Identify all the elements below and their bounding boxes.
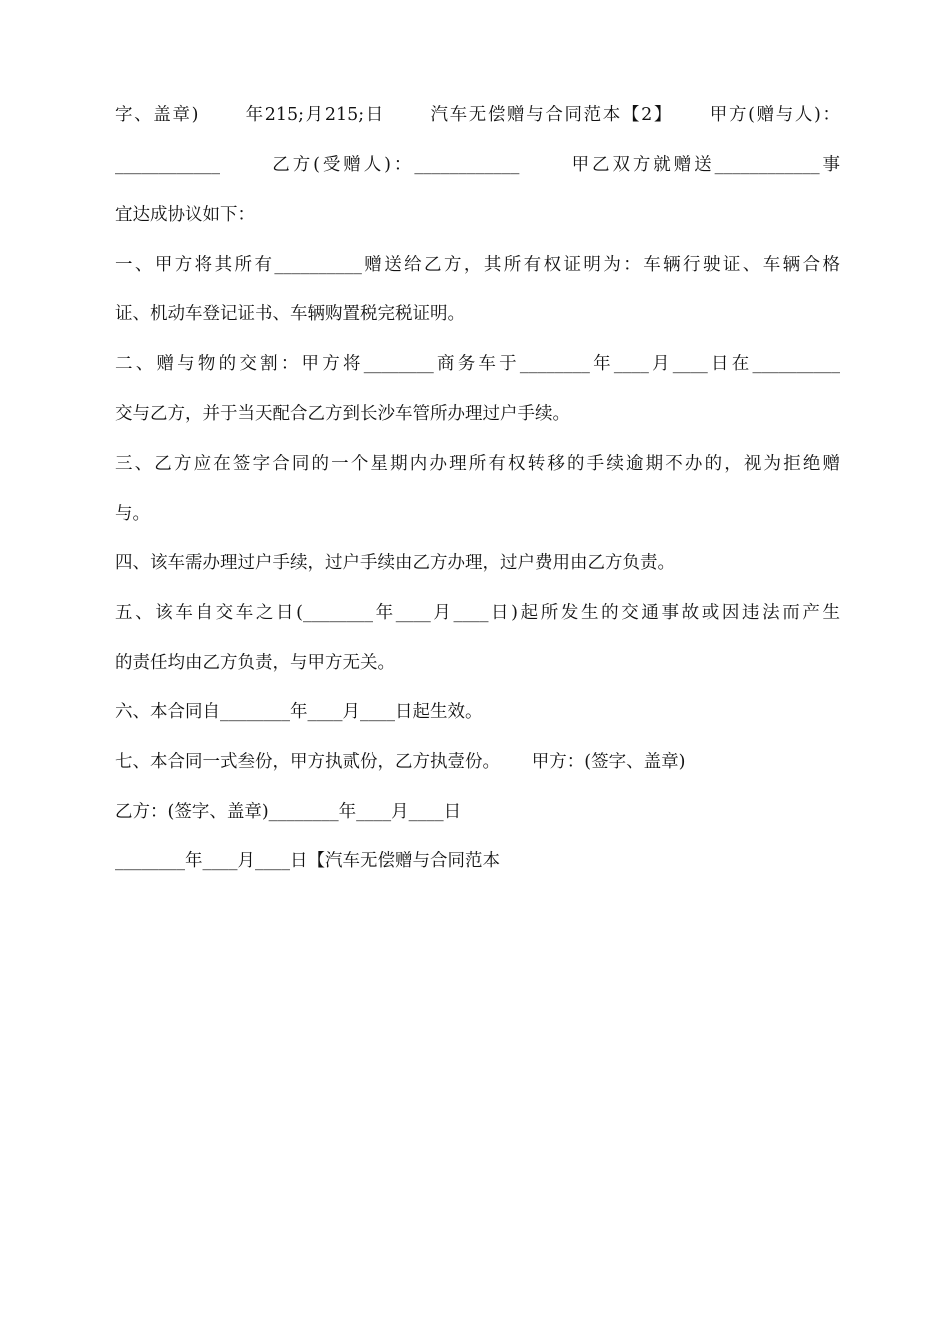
text-line-10: 四、该车需办理过户手续，过户手续由乙方办理，过户费用由乙方负责。 bbox=[115, 553, 675, 573]
text-line-12: 的责任均由乙方负责，与甲方无关。 bbox=[115, 653, 395, 673]
text-line-1: 字、盖章) 年215;月215;日 汽车无偿赠与合同范本【2】 甲方(赠与人)： bbox=[115, 105, 840, 125]
text-line-3: 宜达成协议如下： bbox=[115, 205, 255, 225]
text-line-15: 乙方：(签字、盖章)________年____月____日 bbox=[115, 802, 462, 822]
text-line-9: 与。 bbox=[115, 504, 150, 524]
text-line-5: 证、机动车登记证书、车辆购置税完税证明。 bbox=[115, 304, 465, 324]
text-line-7: 交与乙方，并于当天配合乙方到长沙车管所办理过户手续。 bbox=[115, 404, 570, 424]
text-line-16: ________年____月____日【汽车无偿赠与合同范本 bbox=[115, 851, 500, 871]
text-line-4: 一、甲方将其所有__________赠送给乙方，其所有权证明为：车辆行驶证、车辆合格 bbox=[115, 255, 840, 275]
text-line-2: ____________ 乙方(受赠人)：____________ 甲乙双方就赠送____________事 bbox=[115, 155, 840, 175]
text-line-8: 三、乙方应在签字合同的一个星期内办理所有权转移的手续逾期不办的，视为拒绝赠 bbox=[115, 454, 840, 474]
text-line-6: 二、赠与物的交割：甲方将________商务车于________年____月____日在__________ bbox=[115, 354, 840, 374]
text-line-13: 六、本合同自________年____月____日起生效。 bbox=[115, 702, 483, 722]
text-line-11: 五、该车自交车之日(________年____月____日)起所发生的交通事故或因违法而产生 bbox=[115, 603, 840, 623]
text-line-14: 七、本合同一式叁份，甲方执贰份，乙方执壹份。 甲方：(签字、盖章) bbox=[115, 752, 686, 772]
